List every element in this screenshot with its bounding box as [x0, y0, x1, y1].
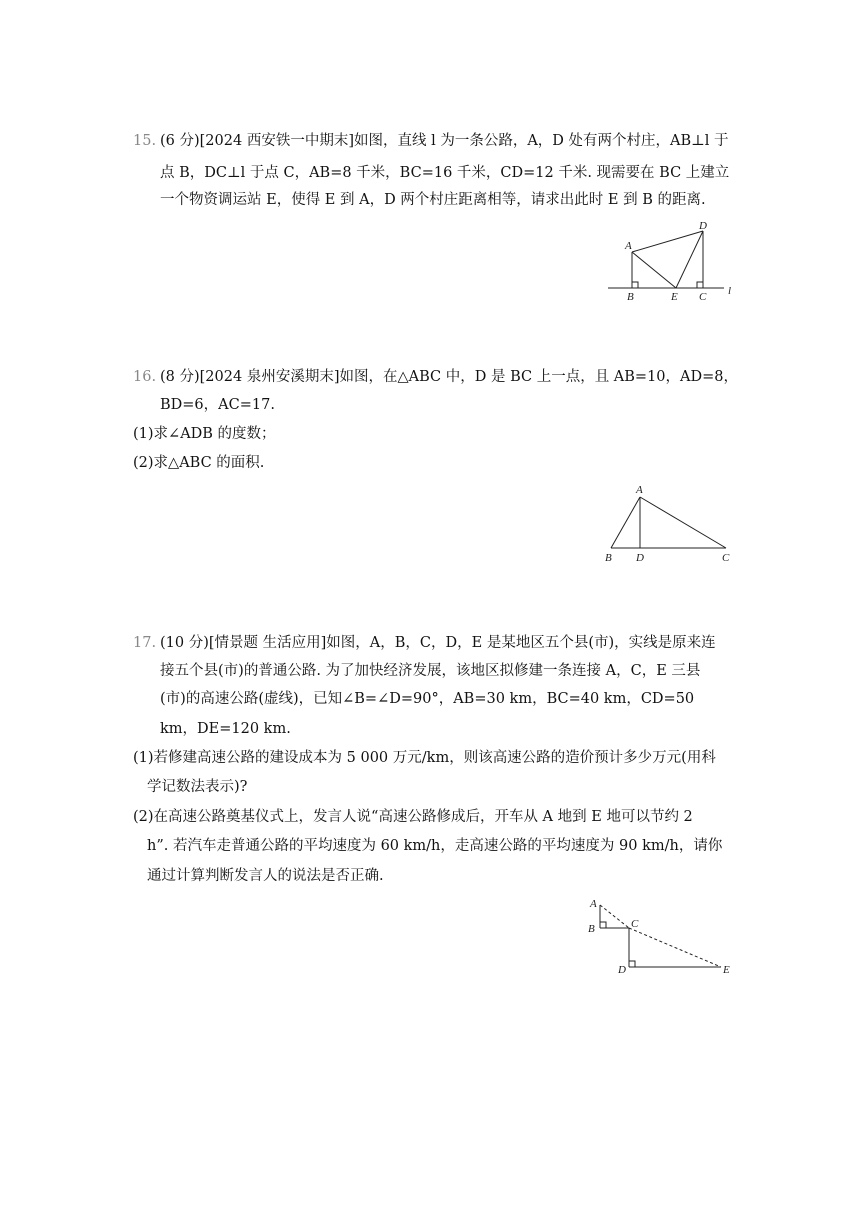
q15-text-line2: 点 B，DC⊥l 于点 C，AB=8 千米，BC=16 千米，CD=12 千米. 现需要在 BC 上建立 — [160, 165, 730, 181]
q15-label-E: E — [671, 291, 678, 303]
q15-text-line1: (6 分)[2024 西安铁一中期末]如图，直线 l 为一条公路，A，D 处有两个村庄，AB⊥l 于 — [160, 133, 729, 149]
q17-sub1-line1: (1)若修建高速公路的建设成本为 5 000 万元/km，则该高速公路的造价预计多少万元(用科 — [133, 750, 716, 766]
q17-number: 17. — [133, 635, 157, 651]
q17-label-A: A — [590, 898, 597, 910]
q15-label-A: A — [625, 240, 632, 252]
q17-sub2-line1: (2)在高速公路奠基仪式上，发言人说“高速公路修成后，开车从 A 地到 E 地可以节约 2 — [133, 809, 693, 825]
q16-sub2: (2)求△ABC 的面积. — [133, 455, 265, 471]
q15-text-line3: 一个物资调运站 E，使得 E 到 A，D 两个村庄距离相等，请求出此时 E 到 B 的距离. — [160, 192, 706, 208]
q16-label-B: B — [605, 552, 612, 564]
q17-label-B: B — [588, 923, 595, 935]
q16-number: 16. — [133, 369, 157, 385]
q15-label-C: C — [699, 291, 707, 303]
q16-label-A: A — [636, 484, 643, 496]
q15-label-B: B — [627, 291, 634, 303]
q17-label-C: C — [631, 918, 639, 930]
q17-label-E: E — [723, 964, 730, 976]
q16-text-line1: (8 分)[2024 泉州安溪期末]如图，在△ABC 中，D 是 BC 上一点，且 AB=10，AD=8， — [160, 369, 739, 385]
q15-label-D: D — [699, 220, 707, 232]
q15-label-l: l — [728, 285, 732, 297]
q17-text-line2: 接五个县(市)的普通公路. 为了加快经济发展，该地区拟修建一条连接 A，C，E 三县 — [160, 663, 701, 679]
q17-text-line1: (10 分)[情景题 生活应用]如图，A，B，C，D，E 是某地区五个县(市)，实线是原来连 — [160, 635, 716, 651]
q15-number: 15. — [133, 133, 157, 149]
q16-text-line2: BD=6，AC=17. — [160, 397, 275, 413]
q17-sub2-line2: h”. 若汽车走普通公路的平均速度为 60 km/h，走高速公路的平均速度为 90 km/h，请你 — [147, 838, 723, 854]
q16-label-D: D — [636, 552, 644, 564]
q17-label-D: D — [618, 964, 626, 976]
q17-sub2-line3: 通过计算判断发言人的说法是否正确. — [147, 868, 384, 884]
q16-sub1: (1)求∠ADB 的度数； — [133, 426, 276, 442]
q17-sub1-line2: 学记数法表示)? — [147, 779, 248, 795]
q16-label-C: C — [722, 552, 730, 564]
q17-text-line3: (市)的高速公路(虚线)，已知∠B=∠D=90°，AB=30 km，BC=40 km，CD=50 — [160, 691, 695, 707]
q17-text-line4: km，DE=120 km. — [160, 721, 291, 737]
